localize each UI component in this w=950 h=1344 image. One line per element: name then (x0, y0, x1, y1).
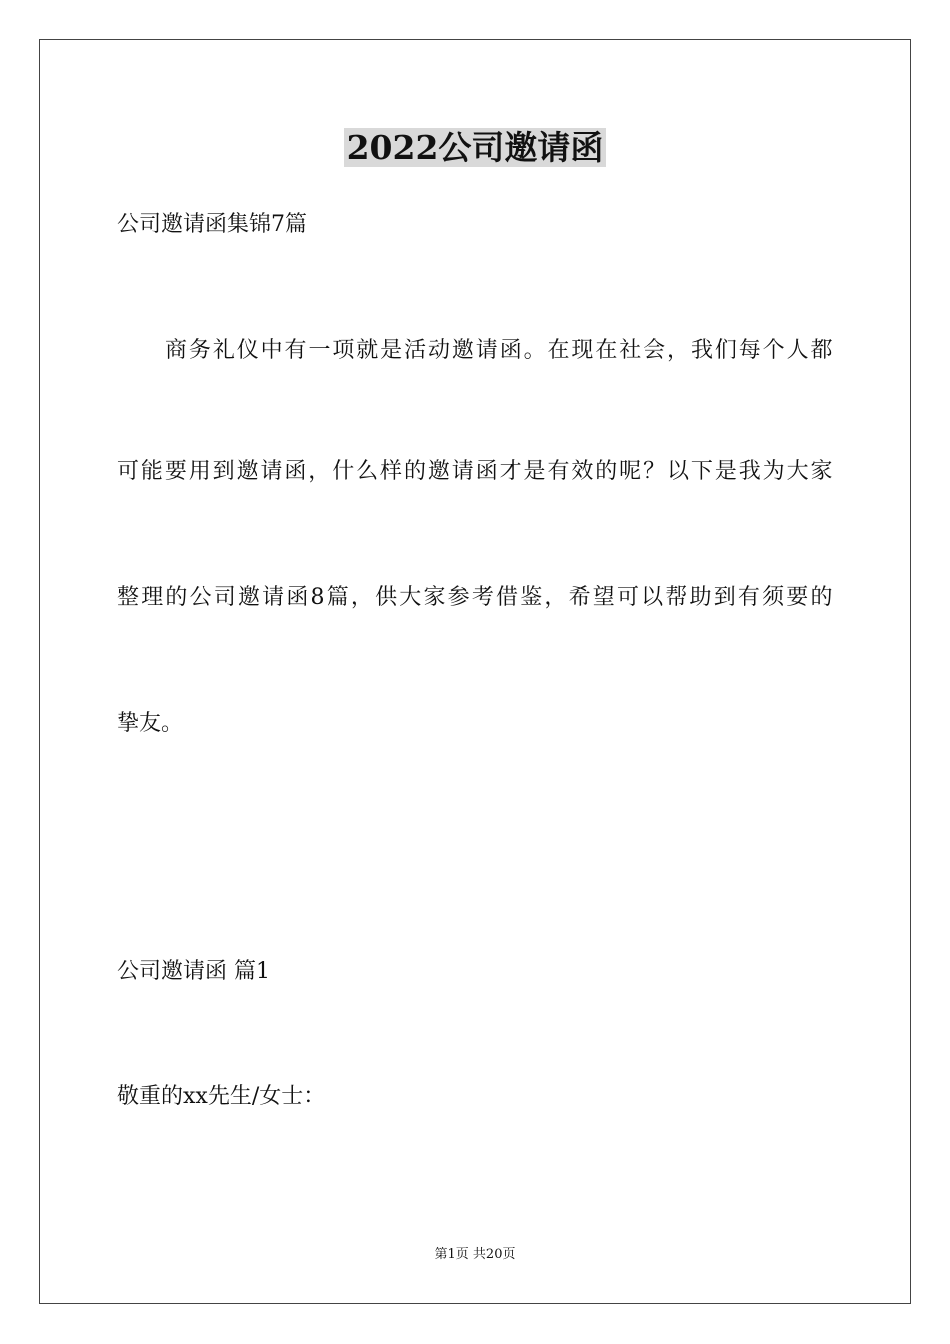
page-footer: 第1页 共20页 (434, 1247, 516, 1262)
salutation: 敬重的xx先生/女士： (117, 1084, 326, 1109)
intro-paragraph-line-3: 整理的公司邀请函8篇，供大家参考借鉴，希望可以帮助到有须要的 (117, 585, 833, 610)
intro-paragraph-line-1: 商务礼仪中有一项就是活动邀请函。在现在社会，我们每个人都 (165, 338, 833, 363)
document-subtitle: 公司邀请函集锦7篇 (117, 212, 307, 237)
section-heading: 公司邀请函 篇1 (117, 959, 270, 984)
intro-paragraph-line-2: 可能要用到邀请函，什么样的邀请函才是有效的呢？以下是我为大家 (117, 459, 833, 484)
intro-paragraph-line-4: 挚友。 (117, 711, 184, 736)
document-title-text: 2022公司邀请函 (344, 128, 607, 167)
document-title (0, 128, 950, 168)
